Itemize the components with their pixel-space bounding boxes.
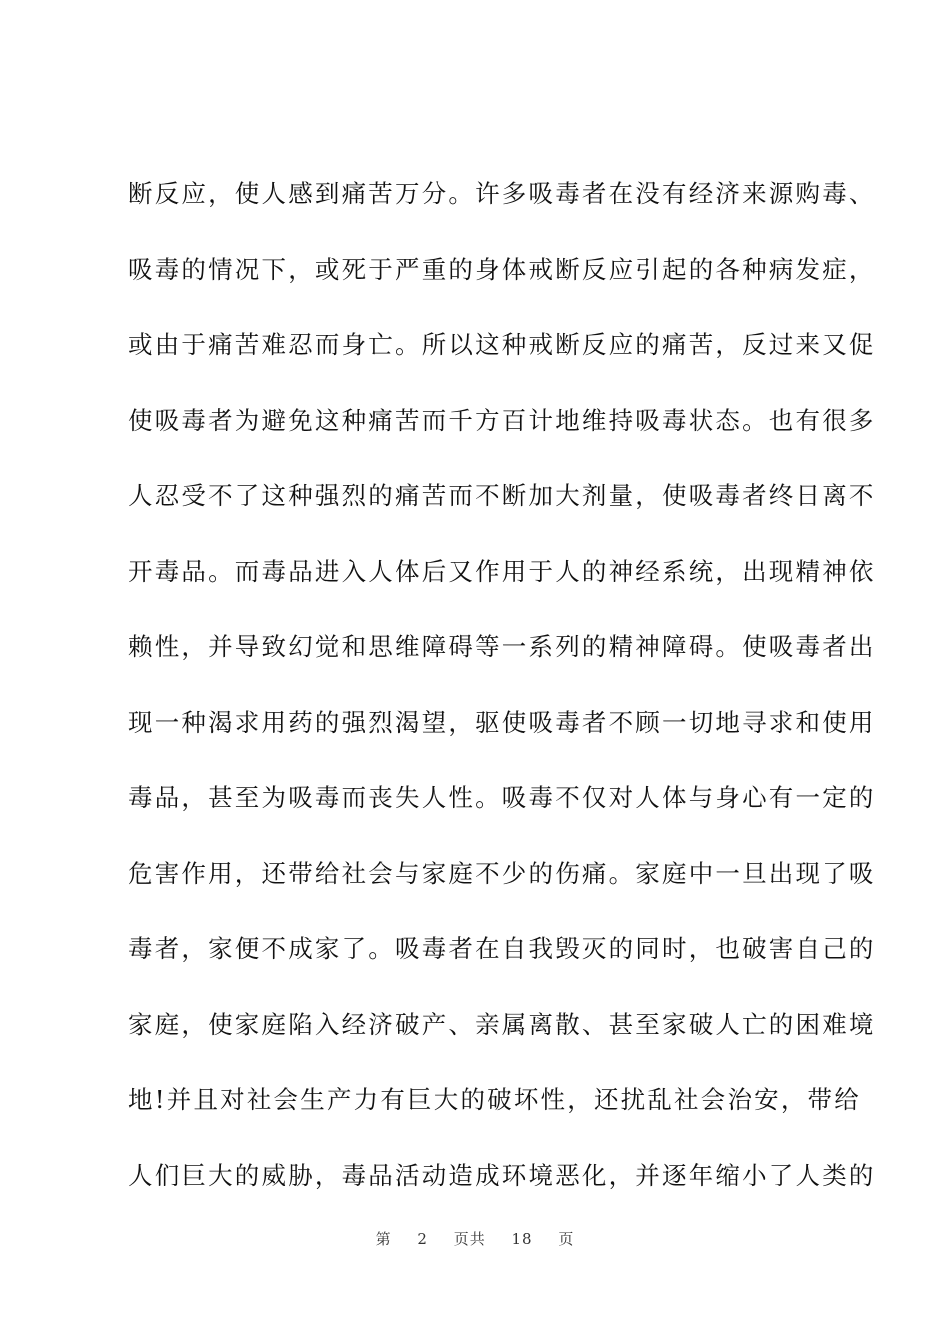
- page-footer: [0, 1228, 950, 1249]
- text-line: 地!并且对社会生产力有巨大的破坏性，还扰乱社会治安，带给: [128, 1085, 861, 1114]
- footer-label-suffix: 页: [558, 1230, 575, 1248]
- text-line: 开毒品。而毒品进入人体后又作用于人的神经系统，出现精神依: [128, 556, 876, 586]
- footer-label-prefix: 第: [375, 1230, 392, 1248]
- text-line: 人忍受不了这种强烈的痛苦而不断加大剂量，使吸毒者终日离不: [128, 481, 876, 510]
- text-line: 家庭，使家庭陷入经济破产、亲属离散、甚至家破人亡的困难境: [128, 1009, 876, 1039]
- current-page-number: 2: [417, 1230, 428, 1248]
- text-line: 危害作用，还带给社会与家庭不少的伤痛。家庭中一旦出现了吸: [128, 858, 876, 888]
- text-line: 现一种渴求用药的强烈渴望，驱使吸毒者不顾一切地寻求和使用: [128, 707, 876, 737]
- text-line: 人们巨大的威胁，毒品活动造成环境恶化，并逐年缩小了人类的: [128, 1160, 876, 1190]
- text-line: 毒者，家便不成家了。吸毒者在自我毁灭的同时，也破害自己的: [128, 934, 876, 963]
- text-line: 赖性，并导致幻觉和思维障碍等一系列的精神障碍。使吸毒者出: [128, 632, 876, 661]
- total-page-count: 18: [511, 1230, 533, 1248]
- text-line: 断反应，使人感到痛苦万分。许多吸毒者在没有经济来源购毒、: [128, 179, 876, 208]
- text-line: 或由于痛苦难忍而身亡。所以这种戒断反应的痛苦，反过来又促: [128, 330, 876, 359]
- footer-label-middle: 页共: [453, 1230, 486, 1248]
- body-text: [128, 168, 876, 1225]
- text-line: 吸毒的情况下，或死于严重的身体戒断反应引起的各种病发症，: [128, 254, 876, 284]
- text-line: 使吸毒者为避免这种痛苦而千方百计地维持吸毒状态。也有很多: [128, 405, 876, 435]
- text-line: 毒品，甚至为吸毒而丧失人性。吸毒不仅对人体与身心有一定的: [128, 783, 876, 812]
